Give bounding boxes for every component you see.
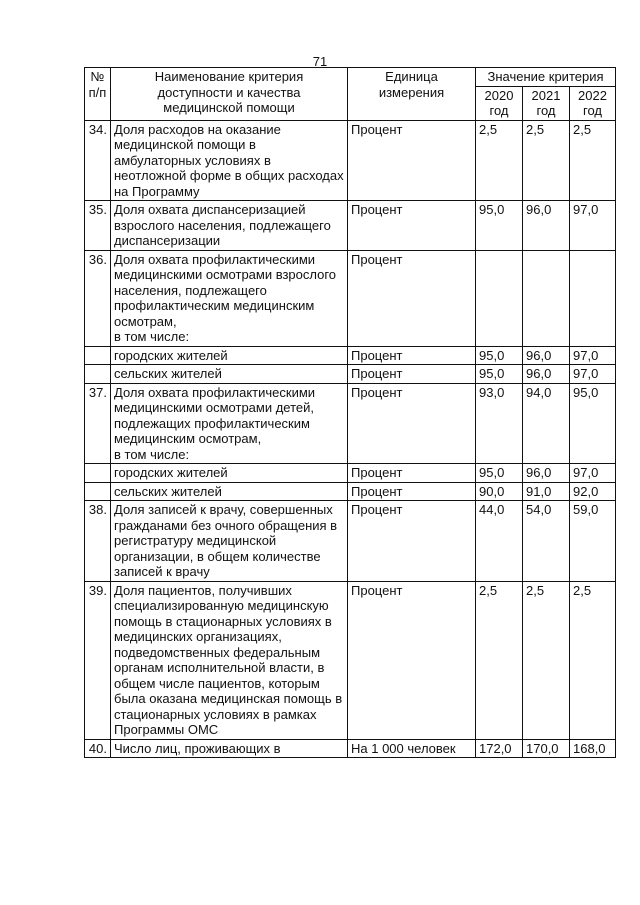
value-2021: 96,0 <box>523 201 570 251</box>
row-number: 39. <box>85 581 111 739</box>
value-2020: 2,5 <box>476 120 523 201</box>
unit-of-measure: Процент <box>348 464 476 483</box>
unit-of-measure: Процент <box>348 120 476 201</box>
value-2020: 95,0 <box>476 365 523 384</box>
value-2020: 44,0 <box>476 501 523 582</box>
criterion-name: Доля охвата профилактическими медицинскими осмотрами детей, подлежащих профилактическим медицинским осмотрам, в том числе: <box>111 383 348 464</box>
criterion-name: сельских жителей <box>111 482 348 501</box>
header-unit: Единица измерения <box>348 68 476 121</box>
value-2022: 97,0 <box>570 365 616 384</box>
value-2021: 94,0 <box>523 383 570 464</box>
table-row <box>85 250 616 346</box>
value-2022 <box>570 250 616 346</box>
unit-of-measure: Процент <box>348 482 476 501</box>
value-2021: 96,0 <box>523 365 570 384</box>
header-year-2020: 2020 год <box>476 86 523 120</box>
value-2022: 2,5 <box>570 120 616 201</box>
row-number: 35. <box>85 201 111 251</box>
table-row <box>85 464 616 483</box>
criteria-table <box>84 67 616 758</box>
unit-of-measure: Процент <box>348 201 476 251</box>
table-row <box>85 346 616 365</box>
row-number: 36. <box>85 250 111 346</box>
row-number: 34. <box>85 120 111 201</box>
unit-of-measure: Процент <box>348 581 476 739</box>
value-2020 <box>476 250 523 346</box>
value-2022: 2,5 <box>570 581 616 739</box>
header-year-2021: 2021 год <box>523 86 570 120</box>
page-number: 71 <box>312 54 328 69</box>
value-2022: 59,0 <box>570 501 616 582</box>
table-row <box>85 365 616 384</box>
value-2020: 2,5 <box>476 581 523 739</box>
value-2021: 170,0 <box>523 739 570 758</box>
value-2022: 97,0 <box>570 464 616 483</box>
value-2020: 172,0 <box>476 739 523 758</box>
row-number <box>85 365 111 384</box>
value-2020: 95,0 <box>476 346 523 365</box>
value-2021: 2,5 <box>523 581 570 739</box>
value-2022: 168,0 <box>570 739 616 758</box>
table-row <box>85 581 616 739</box>
table-row <box>85 120 616 201</box>
unit-of-measure: Процент <box>348 346 476 365</box>
unit-of-measure: Процент <box>348 501 476 582</box>
criterion-name: Доля расходов на оказание медицинской помощи в амбулаторных условиях в неотложной форме в общих расходах на Программу <box>111 120 348 201</box>
table-row <box>85 482 616 501</box>
unit-of-measure: Процент <box>348 383 476 464</box>
table-row <box>85 383 616 464</box>
value-2021: 2,5 <box>523 120 570 201</box>
value-2021: 54,0 <box>523 501 570 582</box>
table-header-row <box>85 68 616 87</box>
value-2021 <box>523 250 570 346</box>
value-2022: 95,0 <box>570 383 616 464</box>
header-year-2022: 2022 год <box>570 86 616 120</box>
header-num: № п/п <box>85 68 111 121</box>
value-2022: 97,0 <box>570 346 616 365</box>
value-2020: 95,0 <box>476 464 523 483</box>
row-number: 40. <box>85 739 111 758</box>
value-2020: 93,0 <box>476 383 523 464</box>
row-number <box>85 464 111 483</box>
value-2021: 96,0 <box>523 464 570 483</box>
value-2020: 95,0 <box>476 201 523 251</box>
value-2022: 92,0 <box>570 482 616 501</box>
criterion-name: сельских жителей <box>111 365 348 384</box>
criterion-name: Число лиц, проживающих в <box>111 739 348 758</box>
criterion-name: Доля охвата диспансеризацией взрослого населения, подлежащего диспансеризации <box>111 201 348 251</box>
unit-of-measure: Процент <box>348 365 476 384</box>
value-2021: 91,0 <box>523 482 570 501</box>
criterion-name: Доля пациентов, получивших специализированную медицинскую помощь в стационарных условиях в медицинских организациях, подведомственных федеральным органам исполнительной власти, в общем числе пациентов, которым была оказана медицинская помощь в стационарных условиях в рамках Программы ОМС <box>111 581 348 739</box>
value-2021: 96,0 <box>523 346 570 365</box>
row-number <box>85 482 111 501</box>
header-value-group: Значение критерия <box>476 68 616 87</box>
table-row <box>85 501 616 582</box>
value-2020: 90,0 <box>476 482 523 501</box>
row-number: 38. <box>85 501 111 582</box>
table-row <box>85 201 616 251</box>
row-number <box>85 346 111 365</box>
row-number: 37. <box>85 383 111 464</box>
unit-of-measure: На 1 000 человек <box>348 739 476 758</box>
criterion-name: Доля записей к врачу, совершенных гражданами без очного обращения в регистратуру медицинской организации, в общем количестве записей к врачу <box>111 501 348 582</box>
criterion-name: городских жителей <box>111 346 348 365</box>
unit-of-measure: Процент <box>348 250 476 346</box>
table-row <box>85 739 616 758</box>
header-criterion: Наименование критерия доступности и качества медицинской помощи <box>111 68 348 121</box>
value-2022: 97,0 <box>570 201 616 251</box>
criterion-name: городских жителей <box>111 464 348 483</box>
criterion-name: Доля охвата профилактическими медицинскими осмотрами взрослого населения, подлежащего профилактическим медицинским осмотрам, в том числе: <box>111 250 348 346</box>
